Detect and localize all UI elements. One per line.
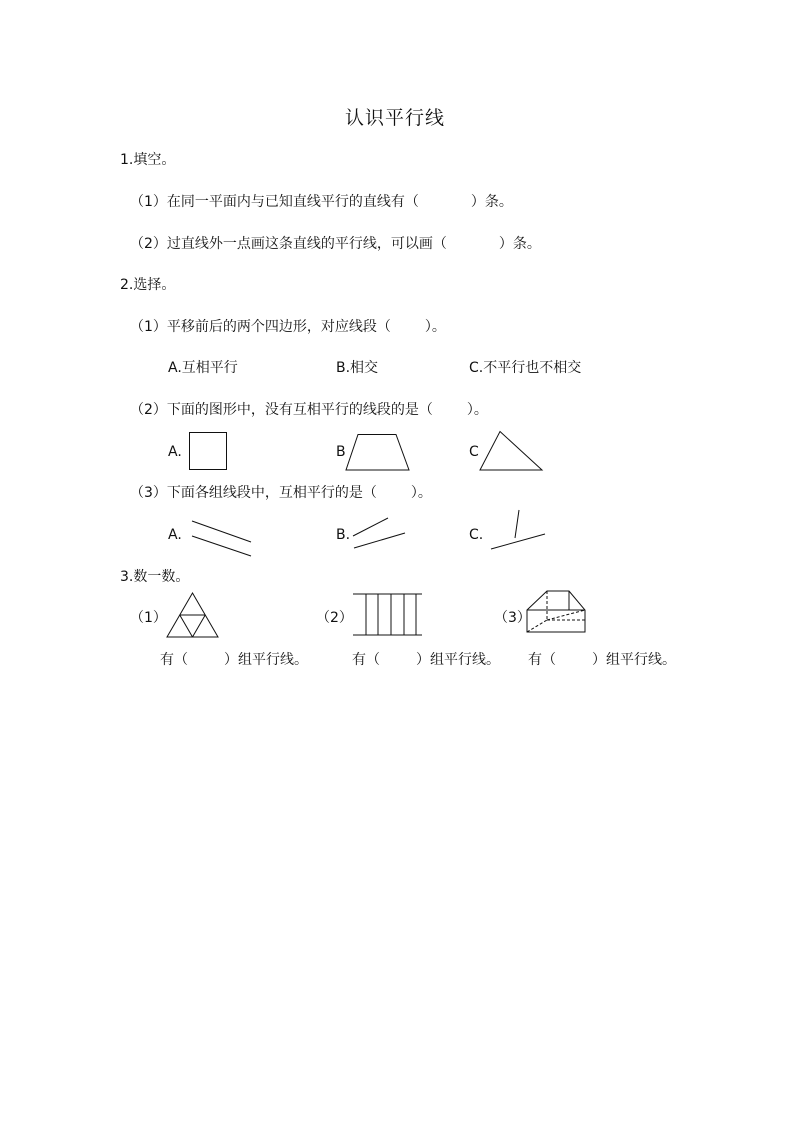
section-1-heading: 1.填空。: [120, 152, 176, 168]
parallel-lines-figure: [352, 592, 424, 638]
option-2-2-b[interactable]: B: [336, 444, 346, 460]
question-2-2-suffix: ）。: [466, 402, 488, 418]
count-item-3-answer: [528, 651, 676, 669]
answer-suffix: ）组平行线。: [592, 652, 676, 668]
triangle-grid-figure: [166, 592, 222, 640]
question-2-3-suffix: ）。: [410, 485, 432, 501]
count-item-2-label: （2）: [316, 610, 353, 626]
prism-figure: [525, 587, 587, 635]
question-2-1-prefix: （1）平移前后的两个四边形，对应线段（: [130, 319, 391, 335]
segment-line: [353, 518, 388, 536]
option-2-1-b[interactable]: B.相交: [336, 360, 379, 376]
question-1-2-prefix: （2）过直线外一点画这条直线的平行线，可以画（: [130, 236, 447, 252]
segment-line: [354, 533, 405, 548]
question-1-1-prefix: （1）在同一平面内与已知直线平行的直线有（: [130, 194, 419, 210]
count-item-1-label: （1）: [130, 610, 167, 626]
question-1-1-suffix: ）条。: [470, 194, 513, 210]
option-2-3-b[interactable]: B.: [336, 527, 351, 543]
count-item-1-answer: [160, 651, 308, 669]
triangle-figure: [479, 431, 545, 473]
question-2-2: [130, 401, 488, 419]
question-1-2-suffix: ）条。: [498, 236, 541, 252]
section-3-heading: 3.数一数。: [120, 569, 190, 585]
count-item-2-answer: [352, 651, 500, 669]
square-figure: [189, 432, 229, 472]
question-2-1-suffix: ）。: [424, 319, 446, 335]
hidden-edge: [547, 610, 585, 620]
answer-prefix: 有（: [160, 652, 188, 668]
count-item-3-label: （3）: [494, 610, 531, 626]
trapezoid-figure: [345, 434, 411, 472]
page-title: 认识平行线: [345, 107, 446, 129]
question-2-1: [130, 318, 446, 336]
option-2-2-a[interactable]: A.: [168, 444, 182, 460]
midline: [180, 615, 193, 637]
question-1-1: [130, 193, 513, 211]
option-2-1-c[interactable]: C.不平行也不相交: [469, 360, 582, 376]
option-2-3-c[interactable]: C.: [469, 527, 484, 543]
section-2-heading: 2.选择。: [120, 277, 176, 293]
question-2-3: [130, 484, 432, 502]
option-2-2-c[interactable]: C: [469, 444, 479, 460]
question-2-2-prefix: （2）下面的图形中，没有互相平行的线段的是（: [130, 402, 433, 418]
trapezoid-shape: [346, 435, 409, 471]
segment-line: [491, 534, 545, 549]
option-2-1-a[interactable]: A.互相平行: [168, 360, 238, 376]
answer-prefix: 有（: [528, 652, 556, 668]
hidden-edge: [527, 620, 547, 632]
answer-suffix: ）组平行线。: [224, 652, 308, 668]
triangle-shape: [480, 432, 542, 471]
answer-prefix: 有（: [352, 652, 380, 668]
option-2-3-a[interactable]: A.: [168, 527, 182, 543]
segment-line: [515, 510, 519, 538]
square-shape: [190, 433, 227, 470]
prism-outline: [527, 591, 585, 632]
segment-pair-c: [488, 508, 548, 552]
answer-suffix: ）组平行线。: [416, 652, 500, 668]
midline: [193, 615, 206, 637]
segment-pair-b: [350, 515, 408, 551]
question-1-2: [130, 235, 541, 253]
segment-pair-a: [190, 519, 254, 559]
question-2-3-prefix: （3）下面各组线段中，互相平行的是（: [130, 485, 377, 501]
